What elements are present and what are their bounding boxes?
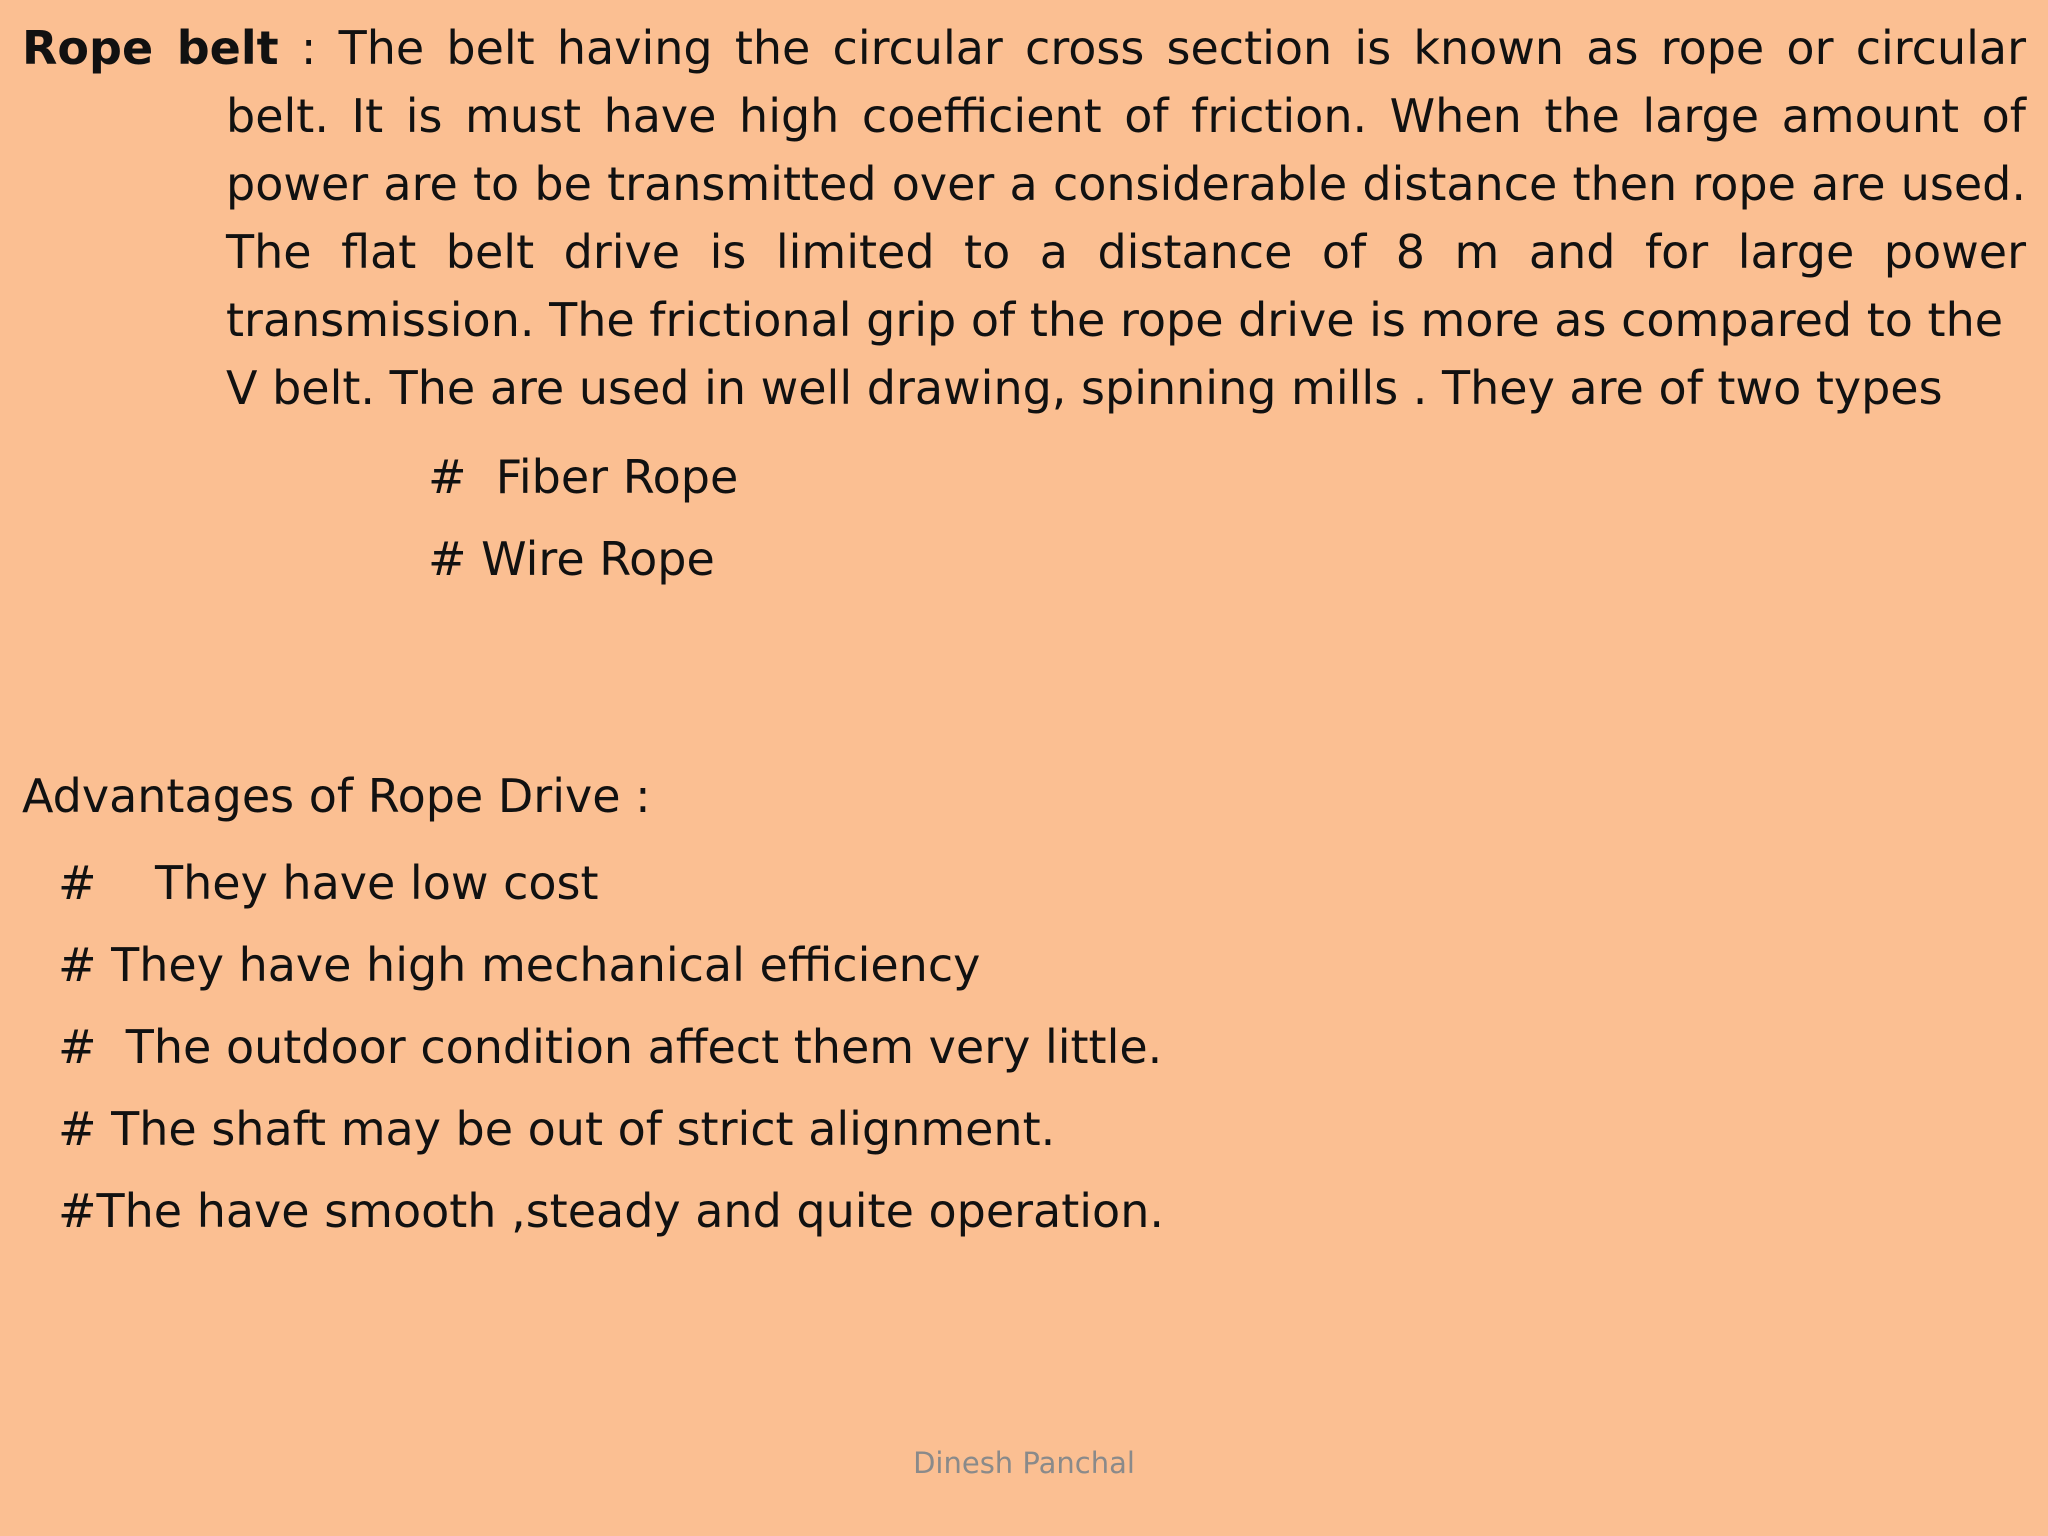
list-item: # They have low cost bbox=[58, 856, 599, 910]
list-item: # The shaft may be out of strict alignment. bbox=[58, 1102, 1056, 1156]
list-item: # The outdoor condition affect them very little. bbox=[58, 1020, 1163, 1074]
definition-last-line: V belt. The are used in well drawing, spinning mills . They are of two types bbox=[226, 361, 1943, 415]
definition-body: The belt having the circular cross section is known as rope or circular belt. It is must have high coefficient of friction. When the large amount of power are to be transmitted over a considerable distance then rope are used. The flat belt drive is limited to a distance of 8 m and for large power transmission. The frictional grip of the rope drive is more as compared to the bbox=[226, 21, 2027, 347]
list-item: #The have smooth ,steady and quite operation. bbox=[58, 1184, 1164, 1238]
rope-types-list bbox=[428, 436, 738, 600]
advantages-heading: Advantages of Rope Drive : bbox=[22, 769, 651, 823]
definition-term: Rope belt bbox=[22, 21, 279, 75]
definition-separator: : bbox=[278, 21, 339, 75]
list-item: # They have high mechanical efficiency bbox=[58, 938, 981, 992]
rope-belt-definition bbox=[22, 14, 2026, 422]
footer-author: Dinesh Panchal bbox=[913, 1446, 1135, 1480]
list-item: # Wire Rope bbox=[428, 532, 715, 586]
list-item: # Fiber Rope bbox=[428, 450, 739, 504]
advantages-list bbox=[58, 842, 1164, 1252]
